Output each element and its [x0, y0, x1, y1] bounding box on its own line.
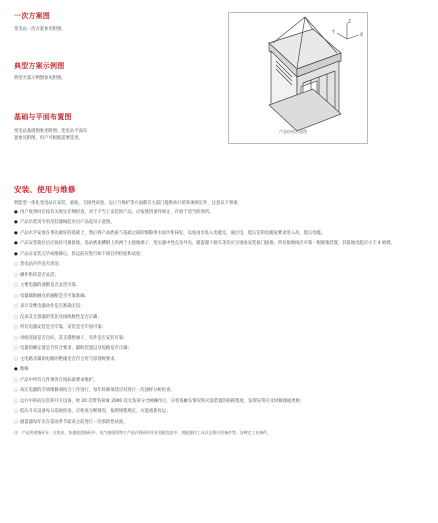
list-item-text: 母线连接是否良好，其支撑绝缘子、夹件是否安装可靠； [20, 335, 128, 341]
list-item-text: 用户收到时应按有关规定仔细检查，对于不当上安装的产品，应按使用条件规定，存放于适当的场所。 [20, 210, 214, 215]
list-item [14, 315, 426, 322]
list-item-text: 低压开关设备每日巡视检查，应检查分断情况，按照规程规定，方能重新投运； [20, 409, 171, 415]
hollow-bullet-icon: ○ [14, 304, 18, 310]
list-item [14, 357, 426, 364]
list-item-text: 产品吊装用专用吊装器械起吊出产品起吊示意图。 [20, 220, 115, 226]
section-text-scheme: 变电站一次方案参见附图。 [14, 27, 66, 32]
list-item-text: 变电站内外是否清洁； [20, 262, 63, 268]
list-item-text: 注：产品用途指标专，在收出、快速收款指标中，电气接线图和主产品并将同时作业装配包括中，初配操作工具以及相应的备件等，各种完工具备件。 [14, 430, 271, 436]
axis-x-label: X [360, 33, 364, 38]
install-intro: 智能型一体化变电站在安装、验收、交接性试验、运行与维护等方面都有九部门提供执行的各项规定外，注意以下事项： [14, 201, 242, 206]
list-item-text: 产品安装就位后应按好可靠接地。电站底座槽钢上的两个主接地端子、变压器中性点及外壳、避雷器下接头等均应分别由安装接门接地，所有接地线应可靠一根接地装置，其接地电阻应小于 4 欧姆。 [20, 241, 395, 247]
section-title-install: 安装、使用与维修 [14, 185, 76, 194]
axis-z-label: Z [348, 20, 352, 25]
hollow-bullet-icon: ○ [14, 272, 18, 278]
hollow-bullet-icon: ○ [14, 377, 18, 383]
list-item [14, 210, 426, 217]
filled-bullet-icon: ● [14, 220, 18, 226]
list-item-text: 电器辅助触点的通断是否可靠准确； [20, 293, 89, 299]
figure-caption: 产品结构示意图 [279, 129, 307, 134]
filled-bullet-icon: ● [14, 241, 18, 247]
list-item [14, 420, 426, 427]
install-note [14, 430, 426, 437]
list-item-text: 高压电器的专项维修须结合工作进行，每年检修须适应对进行一次油样分析检查； [20, 388, 175, 394]
hollow-bullet-icon: ○ [14, 409, 18, 415]
list-item-text: 产品中所有元件须各自按标准要求维护。 [20, 377, 98, 383]
hollow-bullet-icon: ○ [14, 314, 18, 320]
list-item [14, 346, 426, 353]
list-item [14, 283, 426, 290]
list-item [14, 388, 426, 395]
hollow-bullet-icon: ○ [14, 262, 18, 268]
hollow-bullet-icon: ○ [14, 283, 18, 289]
list-item-text: 产品在安装完毕或维修后，投运前应进行如下项目的检验和试验： [20, 251, 145, 257]
list-item [14, 304, 426, 311]
list-item-text: 电器的额定值是否符合要求，辅助装置以及短路是否正确； [20, 346, 132, 352]
list-item-text: 所有电器安装是否牢靠，安装是否牢固可靠； [20, 325, 106, 331]
filled-bullet-icon: ● [14, 230, 18, 236]
install-list [14, 210, 426, 441]
list-item-text: 主要电器的通断是否灵活可靠； [20, 283, 81, 289]
list-item-text: 主电路及辅助电路的绝缘是否符合电气原理规要求。 [20, 356, 119, 362]
list-item [14, 252, 426, 259]
section-text-example: 典型方案示例图参见附图。 [14, 76, 66, 81]
list-item [14, 231, 426, 238]
list-item [14, 273, 426, 280]
list-item [14, 220, 426, 227]
list-item-text: 产品水平安放在事先做好的基础上，然后将产品底座与基础之间的缝隙用水泥沙浆抹好，以免雨水进入电缆室，通过电、低压室的电缆按要求进入高、低压电缆。 [20, 230, 326, 236]
hollow-bullet-icon: ○ [14, 419, 18, 425]
section-text-layout-1: 变电站基础图参见附图；变电站平面布 [14, 129, 88, 134]
list-item-text: 维修 [20, 367, 29, 373]
list-item-text: 操作机构是否灵活； [20, 272, 59, 278]
list-item-text: 表计及继电器动作是否准确无误； [20, 304, 85, 310]
list-item [14, 241, 426, 248]
section-text-layout-2: 置参见附图，用户可根据需要选用。 [14, 136, 83, 141]
list-item [14, 325, 426, 332]
list-item-text: 仪表及互感器的变比及接线极性是否正确； [20, 314, 102, 320]
filled-bullet-icon: ● [14, 251, 18, 257]
list-item [14, 336, 426, 343]
section-title-example: 典型方案示例图 [14, 62, 65, 70]
list-item [14, 294, 426, 301]
list-item [14, 409, 426, 416]
list-item [14, 378, 426, 385]
list-item [14, 399, 426, 406]
hollow-bullet-icon: ○ [14, 335, 18, 341]
filled-bullet-icon: ● [14, 367, 18, 373]
section-title-layout: 基础与平面布置图 [14, 113, 72, 121]
substation-drawing [229, 13, 367, 143]
axis-y-label: Y [332, 30, 335, 35]
filled-bullet-icon: ● [14, 210, 18, 215]
hollow-bullet-icon: ○ [14, 356, 18, 362]
list-item [14, 367, 426, 374]
list-item [14, 262, 426, 269]
product-structure-figure [228, 12, 368, 144]
list-item-text: 运行中的高压负荷开关设备，经 20 次带负荷或 2000 次无负荷分合闸操作后，应检查触头情况和灭弧装置的损耗程度，发现异常应及时修理或更换； [20, 398, 304, 404]
list-item-text: 避雷器每年应在雷雨季节前来之前进行一次预防性试验。 [20, 419, 128, 425]
hollow-bullet-icon: ○ [14, 325, 18, 331]
hollow-bullet-icon: ○ [14, 346, 18, 352]
hollow-bullet-icon: ○ [14, 388, 18, 394]
hollow-bullet-icon: ○ [14, 398, 18, 404]
section-title-scheme: 一次方案图 [14, 12, 50, 20]
hollow-bullet-icon: ○ [14, 293, 18, 299]
